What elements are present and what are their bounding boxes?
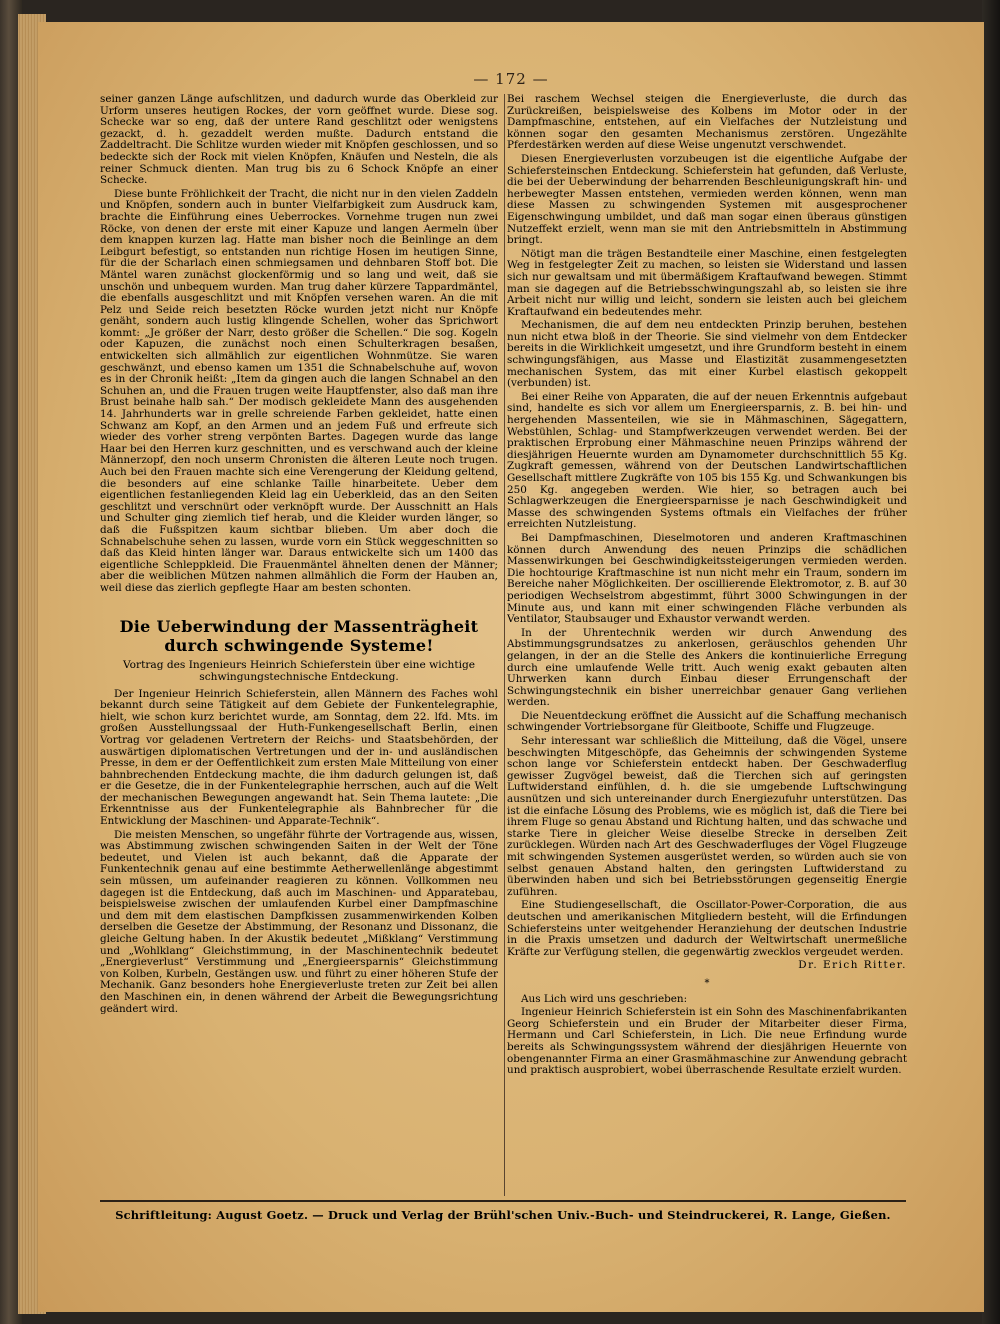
notice-body: Ingenieur Heinrich Schieferstein ist ein Sohn des Maschinenfabrikanten Georg Schieferstein und ein Bruder der Mitarbeiter dieser Firma, Hermann und Carl Schieferstein, in Lich. Die neue Erfindung wurde bereits als Schwingungssystem während der diesjährigen Heuernte von obengenannter Firma an einer Grasmähmaschine zur Anwendung gebracht und praktisch ausprobiert, wobei überraschende Resultate erzielt wurden.	[507, 1006, 907, 1077]
right-paragraph-9: Sehr interessant war schließlich die Mitteilung, daß die Vögel, unsere beschwingten Mitgeschöpfe, das Geheimnis der schwingenden Systeme schon lange vor Schieferstein entdeckt haben. Der Geschwaderflug gewisser Zugvögel beweist, daß die Tierchen sich auf geringsten Luftwiderstand einfühlen, d. h. die sie umgebende Luftschwingung ausnützen und sich untereinander durch Energiezufuhr unterstützen. Das ist die einfache Lösung des Problems, wie es möglich ist, daß die Tiere bei ihrem Fluge so genau Abstand und Richtung halten, und das schwache und starke Tiere in gleicher Weise dieselbe Strecke in derselben Zeit zurücklegen. Würden nach Art des Geschwaderfluges der Vögel Flugzeuge mit schwingenden Systemen ausgerüstet werden, so würden auch sie von selbst genauen Abstand halten, den geringsten Luftwiderstand zu überwinden haben und sich bei Betriebsstörungen gegenseitig Energie zuführen.	[507, 735, 907, 898]
imprint-footer: Schriftleitung: August Goetz. — Druck und Verlag der Brühl'schen Univ.-Buch- und Steindruckerei, R. Lange, Gießen.	[115, 1208, 891, 1222]
article-headline: Die Ueberwindung der Massenträgheit durch schwingende Systeme!	[119, 616, 479, 655]
article-subheadline: Vortrag des Ingenieurs Heinrich Schieferstein über eine wichtige schwingungstechnische Entdeckung.	[122, 658, 476, 683]
left-paragraph-1: seiner ganzen Länge aufschlitzen, und dadurch wurde das Oberkleid zur Urform unseres heutigen Rockes, der vorn geöffnet wurde. Diese sog. Schecke war so eng, daß der untere Rand geschlitzt oder wenigstens gezackt, d. h. gezaddelt werden mußte. Dadurch entstand die Zaddeltracht. Die Schlitze wurden wieder mit Knöpfen geschlossen, und so bedeckte sich der Rock mit vielen Knöpfen, Knäufen und Nesteln, die als reiner Schmuck dienten. Man trug bis zu 6 Schock Knöpfe an einer Schecke.	[100, 94, 498, 187]
column-divider	[504, 94, 505, 1196]
article-paragraph-1: Der Ingenieur Heinrich Schieferstein, allen Männern des Faches wohl bekannt durch seine Tätigkeit auf dem Gebiete der Funkentelegraphie, hielt, wie schon kurz berichtet wurde, am Sonntag, dem 22. lfd. Mts. im großen Ausstellungssaal der Huth-Funkengesellschaft Berlin, einen Vortrag vor geladenen Vertretern der Reichs- und Staatsbehörden, der auswärtigen diplomatischen Vertretungen und der in- und ausländischen Presse, in dem er der Oeffentlichkeit zum ersten Male Mitteilung von einer bahnbrechenden Entdeckung machte, die ihm dadurch gelungen ist, daß er die Gesetze, die in der Funkentelegraphie herrschen, auch auf die Welt der mechanischen Bewegungen angewandt hat. Sein Thema lautete: „Die Erkenntnisse aus der Funkentelegraphie als Bahnbrecher für die Entwicklung der Maschinen- und Apparate-Technik“.	[100, 687, 498, 828]
page-number: — 172 —	[473, 70, 549, 88]
notice-intro: Aus Lich wird uns geschrieben:	[521, 992, 688, 1005]
right-paragraph-2: Diesen Energieverlusten vorzubeugen ist die eigentliche Aufgabe der Schiefersteinschen Entdeckung. Schieferstein hat gefunden, daß Verluste, die bei der Ueberwindung der beharrenden Beschleunigungskraft hin- und herbewegter Massen entstehen, vermieden werden können, wenn man diese Massen zu schwingenden Systemen mit ausgesprochener Eigenschwingung umbildet, und daß man sogar einen überaus günstigen Nutzeffekt erzielt, wenn man sie mit den Antriebsmitteln in Abstimmung bringt.	[507, 152, 907, 247]
footer-rule	[100, 1200, 906, 1202]
right-column	[507, 94, 907, 1194]
author-signature: Dr. Erich Ritter.	[798, 959, 907, 972]
right-paragraph-4: Mechanismen, die auf dem neu entdeckten Prinzip beruhen, bestehen nun nicht etwa bloß in der Theorie. Sie sind vielmehr von dem Entdecker bereits in die Wirklichkeit umgesetzt, und ihre Grundform besteht in einem schwingungsfähigen, aus Masse und Elastizität zusammengesetzten mechanischen System, das mit einer Kurbel elastisch gekoppelt (verbunden) ist.	[507, 319, 907, 390]
right-paragraph-3: Nötigt man die trägen Bestandteile einer Maschine, einen festgelegten Weg in festgelegter Zeit zu machen, so leisten sie Widerstand und lassen sich nur gewaltsam und mit übermäßigem Kraftaufwand bewegen. Stimmt man sie dagegen auf die Betriebsschwingungszahl ab, so leisten sie ihre Arbeit nicht nur willig und leicht, sondern sie leisten auch bei gleichem Kraftaufwand ein bedeutendes mehr.	[507, 247, 907, 318]
right-paragraph-7: In der Uhrentechnik werden wir durch Anwendung des Abstimmungsgrundsatzes zu ankerlosen, geräuschlos gehenden Uhr gelangen, in der an die Stelle des Ankers die kontinuierliche Erregung durch eine umlaufende Welle tritt. Auch wenig exakt gebauten alten Uhrwerken kann durch Einbau dieser Errungenschaft der Schwingungstechnik ein bisher unerreichbar genauer Gang verliehen werden.	[507, 626, 907, 709]
left-column	[100, 94, 498, 1194]
section-separator: *	[704, 977, 710, 989]
right-paragraph-6: Bei Dampfmaschinen, Dieselmotoren und anderen Kraftmaschinen können durch Anwendung des neuen Prinzips die schädlichen Massenwirkungen bei Geschwindigkeitssteigerungen vermieden werden. Die hochtourige Kraftmaschine ist nun nicht mehr ein Traum, sondern im Bereiche naher Möglichkeiten. Der oscillierende Elektromotor, z. B. auf 30 periodigen Wechselstrom abgestimmt, führt 3000 Schwingungen in der Minute aus, und kann mit einer schwingenden Fläche verbunden als Ventilator, Staubsauger und Exhaustor verwandt werden.	[507, 531, 907, 626]
right-paragraph-10: Eine Studiengesellschaft, die Oscillator-Power-Corporation, die aus deutschen und amerikanischen Mitgliedern besteht, will die Erfindungen Schiefersteins unter weitgehender Heranziehung der deutschen Industrie in die Praxis umsetzen und dadurch der Weltwirtschaft unermeßliche Kräfte zur Verfügung stellen, die gegenwärtig zwecklos vergeudet werden.	[507, 899, 907, 958]
right-edge	[982, 0, 1000, 1324]
article-paragraph-2: Die meisten Menschen, so ungefähr führte der Vortragende aus, wissen, was Abstimmung zwischen schwingenden Saiten in der Welt der Töne bedeutet, und Vielen ist auch bekannt, daß die Apparate der Funkentechnik genau auf eine bestimmte Aetherwellenlänge abgestimmt sein müssen, um aufeinander reagieren zu können. Vollkommen neu dagegen ist die Entdeckung, daß auch im Maschinen- und Apparatebau, beispielsweise zwischen der umlaufenden Kurbel einer Dampfmaschine und dem mit dem elastischen Dampfkissen zusammenwirkenden Kolben derselben die Gesetze der Abstimmung, der Resonanz und Dissonanz, die gleiche Geltung haben. In der Akustik bedeutet „Mißklang“ Verstimmung und „Wohlklang“ Gleichstimmung, in der Maschinentechnik bedeutet „Energieverlust“ Verstimmung und „Energieersparnis“ Gleichstimmung von Kolben, Kurbeln, Gestängen usw. und führt zu einer höheren Stufe der Mechanik. Ganz besonders hohe Energieverluste treten zur Zeit bei allen den Maschinen ein, in denen während der Arbeit die Bewegungsrichtung geändert wird.	[100, 828, 498, 1015]
right-paragraph-1: Bei raschem Wechsel steigen die Energieverluste, die durch das Zurückreißen, beispielsweise des Kolbens im Motor oder in der Dampfmaschine, entstehen, auf ein Vielfaches der Nutzleistung und können sogar den gesamten Mechanismus zerstören. Ungezählte Pferdestärken werden auf diese Weise ungenutzt verschwendet.	[507, 94, 907, 152]
right-paragraph-8: Die Neuentdeckung eröffnet die Aussicht auf die Schaffung mechanisch schwingender Vortriebsorgane für Gleitboote, Schiffe und Flugzeuge.	[507, 709, 907, 734]
right-paragraph-5: Bei einer Reihe von Apparaten, die auf der neuen Erkenntnis aufgebaut sind, handelte es sich vor allem um Energieersparnis, z. B. bei hin- und hergehenden Massenteilen, wie sie in Mähmaschinen, Sägegattern, Webstühlen, Schlag- und Stampfwerkzeugen verwendet werden. Bei der praktischen Erprobung einer Mähmaschine neuen Prinzips während der diesjährigen Heuernte wurden am Dynamometer durchschnittlich 55 Kg. Zugkraft gemessen, während von der Deutschen Landwirtschaftlichen Gesellschaft mittlere Zugkräfte von 105 bis 155 Kg. und Schwankungen bis 250 Kg. angegeben werden. Wie hier, so betragen auch bei Schlagwerkzeugen die Energieersparnisse je nach Geschwindigkeit und Masse des schwingenden Systems oftmals ein Vielfaches der früher erreichten Nutzleistung.	[507, 390, 907, 531]
left-paragraph-2: Diese bunte Fröhlichkeit der Tracht, die nicht nur in den vielen Zaddeln und Knöpfen, sondern auch in bunter Vielfarbigkeit zum Ausdruck kam, brachte die Einführung eines Ueberrockes. Vornehme trugen nun zwei Röcke, von denen der erste mit einer Kapuze und langen Aermeln über dem knappen kurzen lag. Hatte man bisher noch die Beinlinge an dem Leibgurt befestigt, so entstanden nun richtige Hosen im heutigen Sinne, für die der Scharlach einen schmiegsamen und dehnbaren Stoff bot. Die Mäntel waren zunächst glockenförmig und so lang und weit, daß sie unschön und unbequem wurden. Man trug daher kürzere Tappardmäntel, die ebenfalls ausgeschlitzt und mit Knöpfen versehen waren. An die mit Pelz und Seide reich besetzten Röcke wurden jetzt nicht nur Knöpfe genäht, sondern auch lustig klingende Schellen, woher das Sprichwort kommt: „Je größer der Narr, desto größer die Schellen.“ Die sog. Kogeln oder Kapuzen, die zunächst noch einen Schulterkragen besaßen, entwickelten sich allmählich zur eigentlichen Wohnmütze. Sie waren geschwänzt, und ebenso kamen um 1351 die Schnabelschuhe auf, wovon es in der Chronik heißt: „Item da gingen auch die langen Schnabel an den Schuhen an, und die Frauen trugen weite Hauptfenster, also daß man ihre Brust beinahe halb sah.“ Der modisch gekleidete Mann des ausgehenden 14. Jahrhunderts war in grelle schreiende Farben gekleidet, hatte einen Schwanz am Kopf, an den Armen und an jedem Fuß und erfreute sich wieder des vorher streng verpönten Bartes. Dagegen wurde das lange Haar bei den Herren kurz geschnitten, und es verschwand auch der kleine Männerzopf, den noch unserm Chronisten die älteren Leute noch trugen. Auch bei den Frauen machte sich eine Verengerung der Kleidung geltend, die besonders auf eine schlanke Taille hinarbeitete. Ueber dem eigentlichen festanliegenden Kleid lag ein Ueberkleid, das an den Seiten geschlitzt und verschnürt oder verknöpft wurde. Der Ausschnitt an Hals und Schulter ging ziemlich tief herab, und die Kleider wurden länger, so daß die Fußspitzen kaum sichtbar blieben. Um aber doch die Schnabelschuhe sehen zu lassen, wurde vorn ein Stück weggeschnitten so daß das Kleid hinten länger war. Daraus entwickelte sich um 1400 das eigentliche Schleppkleid. Die Frauenmäntel ähnelten denen der Männer; aber die weiblichen Mützen nahmen allmählich die Form der Hauben an, weil diese das zierlich gepflegte Haar am besten schonten.	[100, 187, 498, 594]
